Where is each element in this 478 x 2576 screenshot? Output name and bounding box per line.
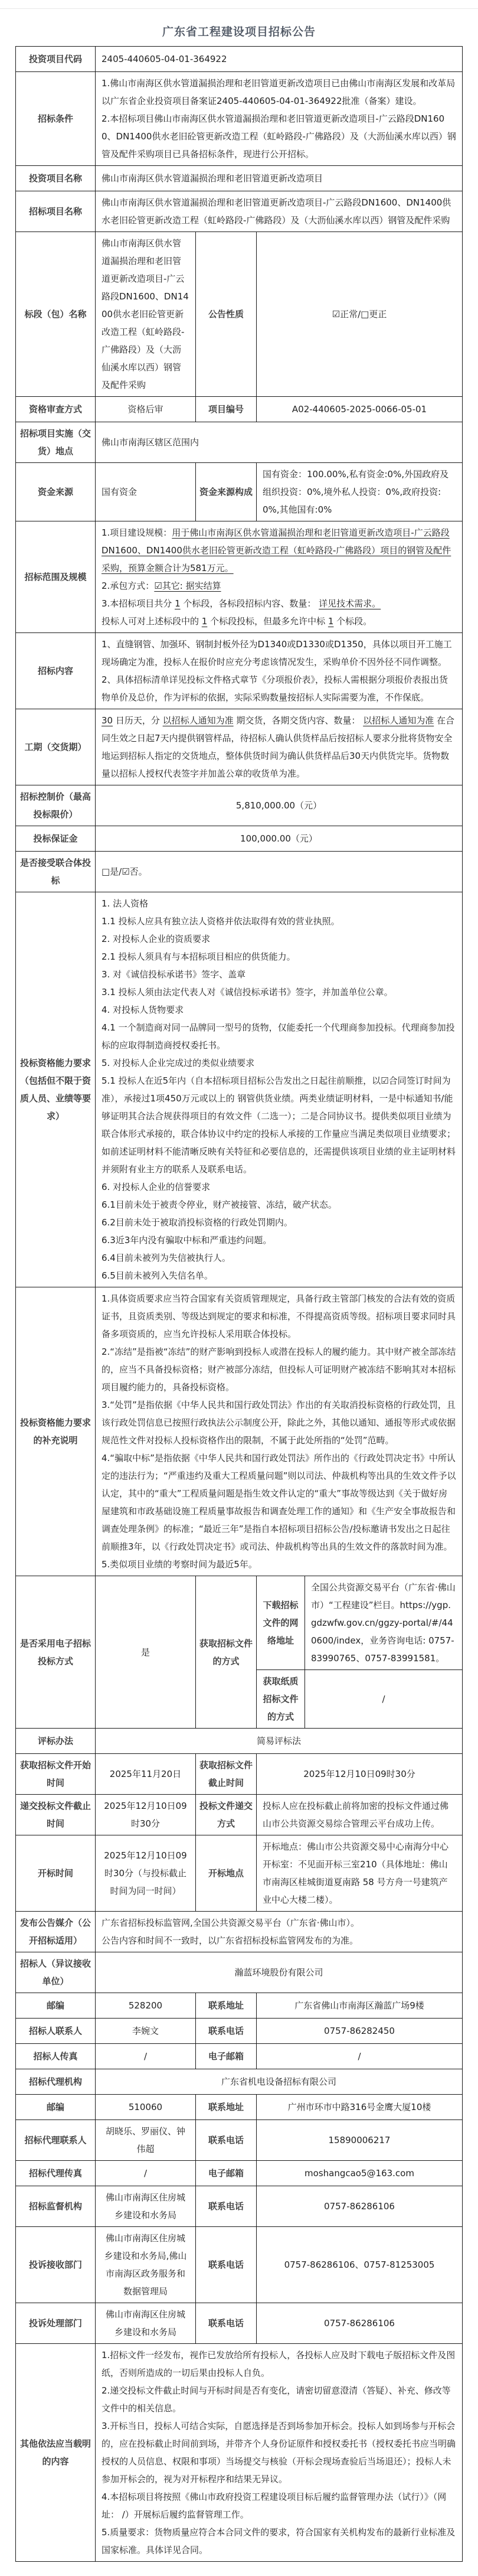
value-submission-method: 投标人应在投标截止前将加密的投标文件通过佛山市公共资源交易综合管理云平台成功上传。 [256, 1795, 462, 1835]
value-scope-scale: 1.项目建设规模：用于佛山市南海区供水管道漏损治理和老旧管道更新改造项目-广云路段DN1600、DN1400供水老旧砼管更新改造工程（虹岭路段-广佛路段）项目的钢管及配件采购，预算金额合计为581万元。 2.承包方式：☑其它: 据实结算 3.本招标项目共分 1 个标段，各标段招标内容、数量： 详见技术需求。 投标人可对上述标段中的 1 个标段投标，但最多允许中标 1 个标段。 [95, 521, 462, 633]
label-agency-phone: 联系电话 [195, 2120, 256, 2161]
label-qualification-requirements: 投标资格能力要求（包括但不限于资质人员、业绩等要求） [15, 892, 95, 1287]
label-section-name: 标段（包）名称 [15, 232, 95, 397]
row-evaluation-method [15, 1729, 462, 1754]
value-tenderer-contact: 李婉文 [95, 2019, 195, 2044]
value-bid-opening-time: 2025年12月10日09时30分（与投标截止时间为同一时间） [95, 1835, 195, 1912]
label-supplementary-notes: 投标资格能力要求的补充说明 [15, 1287, 95, 1576]
row-supervision [15, 2186, 462, 2227]
value-agency-email: moshangcao5@163.com [256, 2161, 462, 2186]
label-project-code: 投资项目代码 [15, 47, 95, 72]
label-evaluation-method: 评标办法 [15, 1729, 95, 1754]
row-complaint-handling [15, 2303, 462, 2344]
row-other-items [15, 2344, 462, 2562]
value-other-items: 1.招标文件一经发布，视作已发放给所有投标人，各投标人应及时下载电子版招标文件及图纸，否则所造成的一切后果由投标人自负。 2.递交投标文件截止时间与开标时间是否有变化，请密切留意澄清（答疑）、补充、修改等文件中的相关信息。 3.开标当日，投标人可结合实际，自愿选择是否到场参加开标会。投标人如到场参与开标会的，应在投标截止时间前到场，并带齐个人身份证原件和授权委托书（授权委托书应当明确授权的人员信息、权限和事项）当场提交与核验（开标会现场查验后当场退还）；投标人未参加开标会的，视为对开标程序和结果无异议。 4.本招标项目将按照《佛山市政府投资工程建设项目标后履约监督管理办法（试行）》（网址： /）开展标后履约监督管理工作。 5.质量要求：货物质量应符合本合同文件的要求，符合国家有关机构发布的最新行业标准及国家标准。具体详见合同。 [95, 2344, 462, 2562]
label-complaint-receiving-phone: 联系电话 [195, 2227, 256, 2303]
label-paper-documents: 获取纸质招标文件的方式 [256, 1670, 305, 1729]
label-tender-content: 招标内容 [15, 633, 95, 709]
label-supervision-phone: 联系电话 [195, 2186, 256, 2227]
label-agency-contact: 招标代理联系人 [15, 2120, 95, 2161]
row-tenderer-postcode [15, 1993, 462, 2019]
label-tenderer-postcode: 邮编 [15, 1993, 95, 2019]
row-duration [15, 709, 462, 785]
label-agency-address: 联系地址 [195, 2095, 256, 2120]
value-evaluation-method: 简易评标法 [95, 1729, 462, 1754]
row-project-code [15, 47, 462, 72]
value-tenderer-postcode: 528200 [95, 1993, 195, 2019]
top-divider [0, 8, 478, 9]
value-duration: 30 日历天，分 以招标人通知为准 期交货，各期交货内容、数量： 以招标人通知为准 在合同生效之日起7天内提供钢管样品，待招标人确认供货样品后按招标人要求分批将货物安全地运到招标人指定的交货地点，整体供货时间为确认供货样品后30天内供货完毕。货物数量以招标人授权代表签字并加盖公章的收货单为准。 [95, 709, 462, 785]
label-download-address: 下载招标文件的网络地址 [256, 1576, 305, 1670]
value-agency-address: 广州市环市中路316号金鹰大厦10楼 [256, 2095, 462, 2120]
page-title: 广东省工程建设项目招标公告 [162, 25, 316, 38]
label-control-price: 招标控制价（最高投标限价） [15, 785, 95, 826]
label-investment-project-name: 投资项目名称 [15, 166, 95, 191]
value-tenderer-fax: / [95, 2044, 195, 2069]
value-tenderer-address: 广东省佛山市南海区瀚蓝广场9楼 [256, 1993, 462, 2019]
row-delivery-place [15, 422, 462, 463]
label-submission-method: 投标文件递交方式 [195, 1795, 256, 1835]
row-consortium [15, 852, 462, 892]
value-supplementary-notes: 1.具体资质要求应当符合国家有关资质管理规定，具备行政主管部门核发的合法有效的资质证书，且资质类别、等级达到规定的要求和标准，不得提高资质等级。招标项目要求同时具备多项资质的，应当允许投标人采用联合体投标。 2.“冻结”是指被“冻结”的财产影响到投标人或潜在投标人的履约能力。其中财产被全部冻结的，应当不具备投标资格；财产被部分冻结，但投标人可证明财产被冻结不影响其对本招标项目履约能力的，具备投标资格。 3.“处罚”是指依据《中华人民共和国行政处罚法》作出的有关取消投标资格的行政处罚，且该行政处罚信息已按照行政执法公示制度公开，除此之外，其他以通知、通报等形式或依据规范性文件对投标人投标资格作出的限制，不属于此处所指的“处罚”范畴。 4.“骗取中标”是指依据《中华人民共和国行政处罚法》所作出的《行政处罚决定书》中所认定的违法行为；“严重违约及重大工程质量问题”则以司法、仲裁机构等出具的生效文件予以认定，其中的“重大”工程质量问题是指生效文件认定的“重大”事故等级达到《关于做好房屋建筑和市政基础设施工程质量事故报告和调查处理工作的通知》和《生产安全事故报告和调查处理条例》的标准；“最近三年”是指自本招标项目招标公告/投标邀请书发出之日起往前顺推3年，以《行政处罚决定书》或司法、仲裁机构等出具的生效文件的落款时间为准。 5.类似项目业绩的考察时间为最近5年。 [95, 1287, 462, 1576]
value-tender-project-name: 佛山市南海区供水管道漏损治理和老旧管道更新改造项目-广云路段DN1600、DN1400供水老旧砼管更新改造工程（虹岭路段-广佛路段）及（大沥仙溪水库以西）钢管及配件采购 [95, 191, 462, 232]
value-tender-content: 1、直缝钢管、加强环、钢制封板外径为D1340或D1330或D1350，具体以项目开工施工现场确定为准，投标人在报价时应充分考虑该情况发生，采购单价不因外径不同作调整。 2、具体招标清单详见投标文件格式章节《分项报价表》，投标人需根据分项报价表报出货物单价及总价，作为评标的依据，实际采购数量按招标人实际需要为准，不作保底。 [95, 633, 462, 709]
row-bid-bond [15, 826, 462, 852]
label-agency-email: 电子邮箱 [195, 2161, 256, 2186]
row-scope-scale [15, 521, 462, 633]
value-agency-fax: / [95, 2161, 195, 2186]
value-tender-conditions: 1.佛山市南海区供水管道漏损治理和老旧管道更新改造项目已由佛山市南海区发展和改革局以广东省企业投资项目备案证2405-440605-04-01-364922批准（备案）建设。 2.本招标项目佛山市南海区供水管道漏损治理和老旧管道更新改造项目-广云路段DN1600、DN1400供水老旧砼管更新改造工程（虹岭路段-广佛路段）及（大沥仙溪水库以西）钢管及配件采购项目已具备招标条件，现进行公开招标。 [95, 72, 462, 166]
row-obtain-time [15, 1754, 462, 1795]
row-investment-project-name [15, 166, 462, 191]
label-tender-project-name: 招标项目名称 [15, 191, 95, 232]
value-announcement-media: 广东省招标投标监管网,全国公共资源交易平台（广东省·佛山市）。 公告内容和时间不一致时，以广东省招标投标监管网发布的为准。 [95, 1912, 462, 1952]
value-tenderer-email: / [256, 2044, 462, 2069]
row-tender-conditions [15, 72, 462, 166]
row-submission-deadline [15, 1795, 462, 1835]
value-project-code: 2405-440605-04-01-364922 [95, 47, 462, 72]
label-obtain-documents-method: 获取招标文件的方式 [195, 1576, 256, 1729]
label-scope-scale: 招标范围及规模 [15, 521, 95, 633]
row-tenderer [15, 1952, 462, 1993]
value-submission-deadline: 2025年12月10日09时30分 [95, 1795, 195, 1835]
value-section-name: 佛山市南海区供水管道漏损治理和老旧管道更新改造项目-广云路段DN1600、DN1400供水老旧砼管更新改造工程（虹岭路段-广佛路段）及（大沥仙溪水库以西）钢管及配件采购 [95, 232, 195, 397]
label-tenderer-email: 电子邮箱 [195, 2044, 256, 2069]
label-other-items: 其他依法应当载明的内容 [15, 2344, 95, 2562]
value-supervision: 佛山市南海区住房城乡建设和水务局 [95, 2186, 195, 2227]
row-tenderer-contact [15, 2019, 462, 2044]
label-obtain-deadline: 获取招标文件截止时间 [195, 1754, 256, 1795]
row-agency-fax [15, 2161, 462, 2186]
label-agency: 招标代理机构 [15, 2069, 95, 2095]
label-tenderer-phone: 联系电话 [195, 2019, 256, 2044]
label-delivery-place: 招标项目实施（交货）地点 [15, 422, 95, 463]
row-control-price [15, 785, 462, 826]
label-complaint-handling-phone: 联系电话 [195, 2303, 256, 2344]
label-agency-fax: 招标代理传真 [15, 2161, 95, 2186]
value-tenderer-phone: 0757-86282450 [256, 2019, 462, 2044]
value-fund-source: 国有资金 [95, 463, 195, 521]
label-project-number: 项目编号 [195, 397, 256, 422]
value-consortium-checkbox: □是/☑否。 [95, 852, 462, 892]
row-tenderer-fax [15, 2044, 462, 2069]
label-agency-postcode: 邮编 [15, 2095, 95, 2120]
value-agency: 广东省机电设备招标有限公司 [95, 2069, 462, 2095]
label-obtain-start-time: 获取招标文件开始时间 [15, 1754, 95, 1795]
label-submission-deadline: 递交投标文件截止时间 [15, 1795, 95, 1835]
label-bid-opening-place: 开标地点 [195, 1835, 256, 1912]
label-fund-source: 资金来源 [15, 463, 95, 521]
value-complaint-receiving: 佛山市南海区住房城乡建设和水务局,佛山市南海区政务服务和数据管理局 [95, 2227, 195, 2303]
label-tenderer-address: 联系地址 [195, 1993, 256, 2019]
label-qualification-review: 资格审查方式 [15, 397, 95, 422]
value-fund-composition: 国有资金：100.00%,私有资金:0%,外国政府及组织投资：0%,境外私人投资：0%,政府投资:0%,其他国有:0% [256, 463, 462, 521]
value-investment-project-name: 佛山市南海区供水管道漏损治理和老旧管道更新改造项目 [95, 166, 462, 191]
value-notice-nature-checkbox: ☑正常/□更正 [256, 232, 462, 397]
value-complaint-receiving-phone: 0757-86286106、0757-81253005 [256, 2227, 462, 2303]
label-tender-conditions: 招标条件 [15, 72, 95, 166]
value-electronic-bidding: 是 [95, 1576, 195, 1729]
value-obtain-start-time: 2025年11月20日 [95, 1754, 195, 1795]
value-obtain-deadline: 2025年12月10日09时30分 [256, 1754, 462, 1795]
value-bid-bond: 100,000.00（元） [95, 826, 462, 852]
label-consortium: 是否接受联合体投标 [15, 852, 95, 892]
value-agency-postcode: 510060 [95, 2095, 195, 2120]
label-complaint-receiving: 投诉接收部门 [15, 2227, 95, 2303]
row-supplementary-notes [15, 1287, 462, 1576]
row-qualification-review [15, 397, 462, 422]
value-download-address: 全国公共资源交易平台（广东省·佛山市）“工程建设”栏目。https://ygp.gdzwfw.gov.cn/ggzy-portal/#/440600/index，业务咨询电话: 0757-83990765、0757-83991581。 [305, 1576, 462, 1670]
row-bid-opening [15, 1835, 462, 1912]
row-agency [15, 2069, 462, 2095]
row-fund-source [15, 463, 462, 521]
label-tenderer-fax: 招标人传真 [15, 2044, 95, 2069]
value-agency-contact: 胡晓乐、罗丽仪、钟伟超 [95, 2120, 195, 2161]
label-electronic-bidding: 是否采用电子招标投标方式 [15, 1576, 95, 1729]
value-qualification-review: 资格后审 [95, 397, 195, 422]
label-fund-composition: 资金来源构成 [195, 463, 256, 521]
value-qualification-requirements: 1. 法人资格 1.1 投标人应具有独立法人资格并依法取得有效的营业执照。 2. 对投标人企业的资质要求 2.1 投标人须具有与本招标项目相应的供货能力。 3. 对《诚信投标承诺书》签字、盖章 3.1 投标人须由法定代表人对《诚信投标承诺书》签字，并加盖单位公章。 4. 对投标人货物要求 4.1 一个制造商对同一品牌同一型号的货物，仅能委托一个代理商参加投标。代理商参加投标的应取得制造商授权委托书。 5. 对投标人企业完成过的类似业绩要求 5.1 投标人在近5年内（自本招标项目招标公告发出之日起往前顺推，以☑合同签订时间为准），承接过1项450万元或以上的 钢管供货业绩。两类业绩证明材料，一是中标通知书/能够证明其合法合规获得项目的有效文件（二选一）；二是合同协议书。提供类似项目业绩为联合体形式承接的，联合体协议中约定的投标人承接的工作量应当满足类似项目业绩要求；如前述证明材料不能清晰反映有关特征和必要信息的，还需提供该项目业绩的业主证明材料并须附有业主方的联系人及联系电话。 6. 对投标人企业的信誉要求 6.1目前未处于被责令停业，财产被接管、冻结，破产状态。 6.2目前未处于被取消投标资格的行政处罚期内。 6.3近3年内没有骗取中标和严重违约问题。 6.4目前未被列为失信被执行人。 6.5目前未被列入失信名单。 [95, 892, 462, 1287]
row-section-name [15, 232, 462, 397]
value-bid-opening-place: 开标地点：佛山市公共资源交易中心南海分中心开标室：不见面开标三室210（具体地址：佛山市南海区桂城街道夏南路 58 号方舟一号建筑产业中心大楼二楼）。 [256, 1835, 462, 1912]
label-tenderer: 招标人（异议接收单位） [15, 1952, 95, 1993]
value-complaint-handling-phone: 0757-86286106 [256, 2303, 462, 2344]
label-bid-bond: 投标保证金 [15, 826, 95, 852]
label-supervision: 招标监督机构 [15, 2186, 95, 2227]
announcement-table [15, 46, 463, 2562]
row-announcement-media [15, 1912, 462, 1952]
row-complaint-receiving [15, 2227, 462, 2303]
row-electronic-bidding [15, 1576, 462, 1670]
value-project-number: A02-440605-2025-0066-05-01 [256, 397, 462, 422]
label-complaint-handling: 投诉处理部门 [15, 2303, 95, 2344]
label-announcement-media: 发布公告媒介（公开招标适用） [15, 1912, 95, 1952]
value-delivery-place: 佛山市南海区辖区范围内 [95, 422, 462, 463]
value-control-price: 5,810,000.00（元） [95, 785, 462, 826]
label-notice-nature: 公告性质 [195, 232, 256, 397]
label-duration: 工期（交货期） [15, 709, 95, 785]
value-supervision-phone: 0757-86286106 [256, 2186, 462, 2227]
label-tenderer-contact: 招标人联系人 [15, 2019, 95, 2044]
label-bid-opening-time: 开标时间 [15, 1835, 95, 1912]
row-agency-contact [15, 2120, 462, 2161]
value-complaint-handling: 佛山市南海区住房城乡建设和水务局 [95, 2303, 195, 2344]
row-tender-project-name [15, 191, 462, 232]
row-tender-content [15, 633, 462, 709]
row-agency-postcode [15, 2095, 462, 2120]
value-agency-phone: 15890006217 [256, 2120, 462, 2161]
row-qualification-requirements [15, 892, 462, 1287]
value-paper-documents: / [305, 1670, 462, 1729]
value-tenderer: 瀚蓝环境股份有限公司 [95, 1952, 462, 1993]
